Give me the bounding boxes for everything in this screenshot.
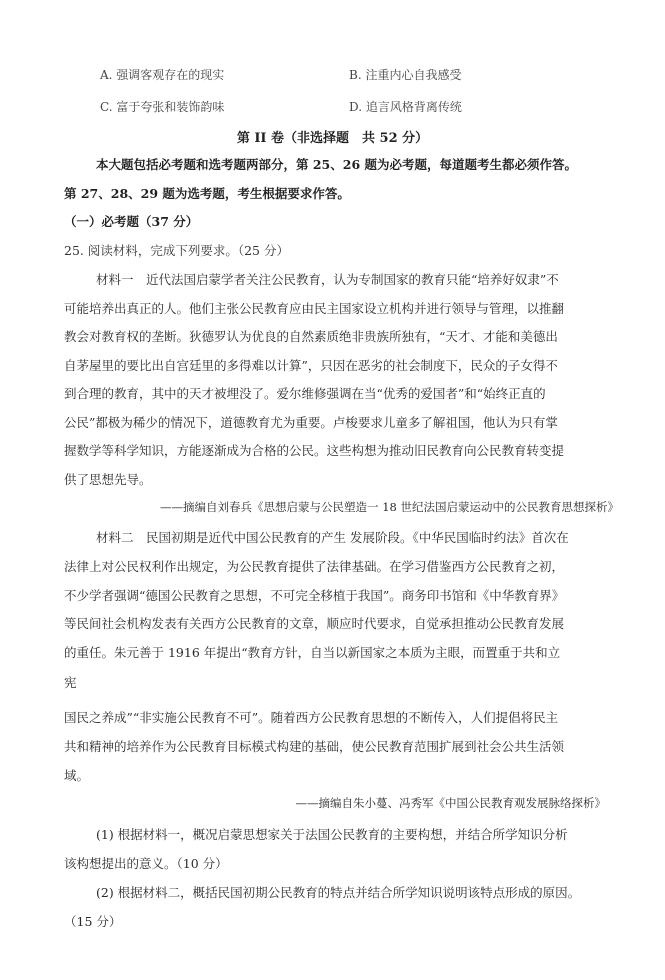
option-c: C. 富于夸张和装饰韵味 (100, 100, 225, 114)
material-two-line: 法律上对公民权利作出规定，为公民教育提供了法律基础。在学习借鉴西方公民教育之初， (64, 559, 565, 574)
material-two-line: 等民间社会机构发表有关西方公民教育的文章，顺应时代要求，自觉承担推动公民教育发展 (64, 616, 565, 631)
material-one-line: 握数学等科学知识，方能逐渐成为合格的公民。这些构想为推动旧民教育向公民教育转变提 (64, 443, 565, 458)
option-a: A. 强调客观存在的现实 (100, 68, 225, 82)
material-one-line: 教会对教育权的垄断。狄德罗认为优良的自然素质绝非贵族所独有，“天才、才能和美德出 (64, 329, 558, 344)
material-two-line: 域。 (64, 768, 90, 783)
material-two-line: 共和精神的培养作为公民教育目标模式构建的基础，使公民教育范围扩展到社会公共生活领 (64, 739, 565, 754)
material-one-line: 材料一 近代法国启蒙学者关注公民教育，认为专制国家的教育只能“培养好奴隶”不 (96, 272, 559, 287)
option-d: D. 追言风格背离传统 (349, 100, 462, 114)
material-one-line: 到合理的教育，其中的天才被埋没了。爱尔维修强调在当“优秀的爱国者”和“始终正直的 (64, 386, 546, 401)
material-one-line: 供了思想先导。 (64, 472, 152, 487)
question-header: 25. 阅读材料，完成下列要求。（25 分） (64, 243, 289, 258)
source-citation-two-text: ——摘编自朱小蔓、冯秀军《中国公民教育观发展脉络探析》 (295, 796, 606, 810)
instruction-line-1: 本大题包括必考题和选考题两部分，第 25、26 题为必考题，每道题考生都必须作答。 (96, 157, 577, 172)
subsection-title: （一）必考题（37 分） (64, 214, 199, 229)
material-two-line: 不少学者强调“德国公民教育之思想，不可完全移植于我国”。商务印书馆和《中华教育界》 (64, 588, 565, 603)
sub-question-2-line: (2) 根据材料二，概括民国初期公民教育的特点并结合所学知识说明该特点形成的原因。 (96, 885, 581, 900)
section-title: 第 II 卷（非选择题 共 52 分） (236, 131, 429, 146)
material-two-line: 的重任。朱元善于 1916 年提出“教育方针，自当以新国家之本质为主眼，而置重于共和立 (64, 645, 561, 660)
sub-question-2-line: （15 分） (64, 914, 122, 929)
source-citation-one (64, 499, 619, 515)
option-b: B. 注重内心自我感受 (349, 68, 462, 82)
material-two-line: 材料二 民国初期是近代中国公民教育的产生 发展阶段。《中华民国临时约法》首次在 (96, 530, 569, 545)
instruction-line-2: 第 27、28、29 题为选考题，考生根据要求作答。 (64, 186, 350, 201)
material-one-line: 可能培养出真正的人。他们主张公民教育应由民主国家设立机构并进行领导与管理，以推翻 (64, 301, 565, 316)
material-two-line: 宪 (64, 675, 77, 690)
sub-question-1-line: (1) 根据材料一，概况启蒙思想家关于法国公民教育的主要构想，并结合所学知识分析 (96, 827, 568, 842)
sub-question-1-line: 该构想提出的意义。（10 分） (64, 856, 228, 871)
material-one-line: 公民”都极为稀少的情况下，道德教育尤为重要。卢梭要求儿童多了解祖国，他认为只有掌 (64, 415, 558, 430)
material-two-line: 国民之养成”“非实施公民教育不可”。随着西方公民教育思想的不断传入，人们提倡将民主 (64, 710, 559, 725)
source-citation-one-text: ——摘编自刘春兵《思想启蒙与公民塑造一 18 世纪法国启蒙运动中的公民教育思想探析》 (160, 500, 619, 514)
material-one-line: 自茅屋里的要比出自宫廷里的多得难以计算”，只因在恶劣的社会制度下，民众的子女得不 (64, 358, 558, 373)
source-citation-two (64, 795, 606, 811)
